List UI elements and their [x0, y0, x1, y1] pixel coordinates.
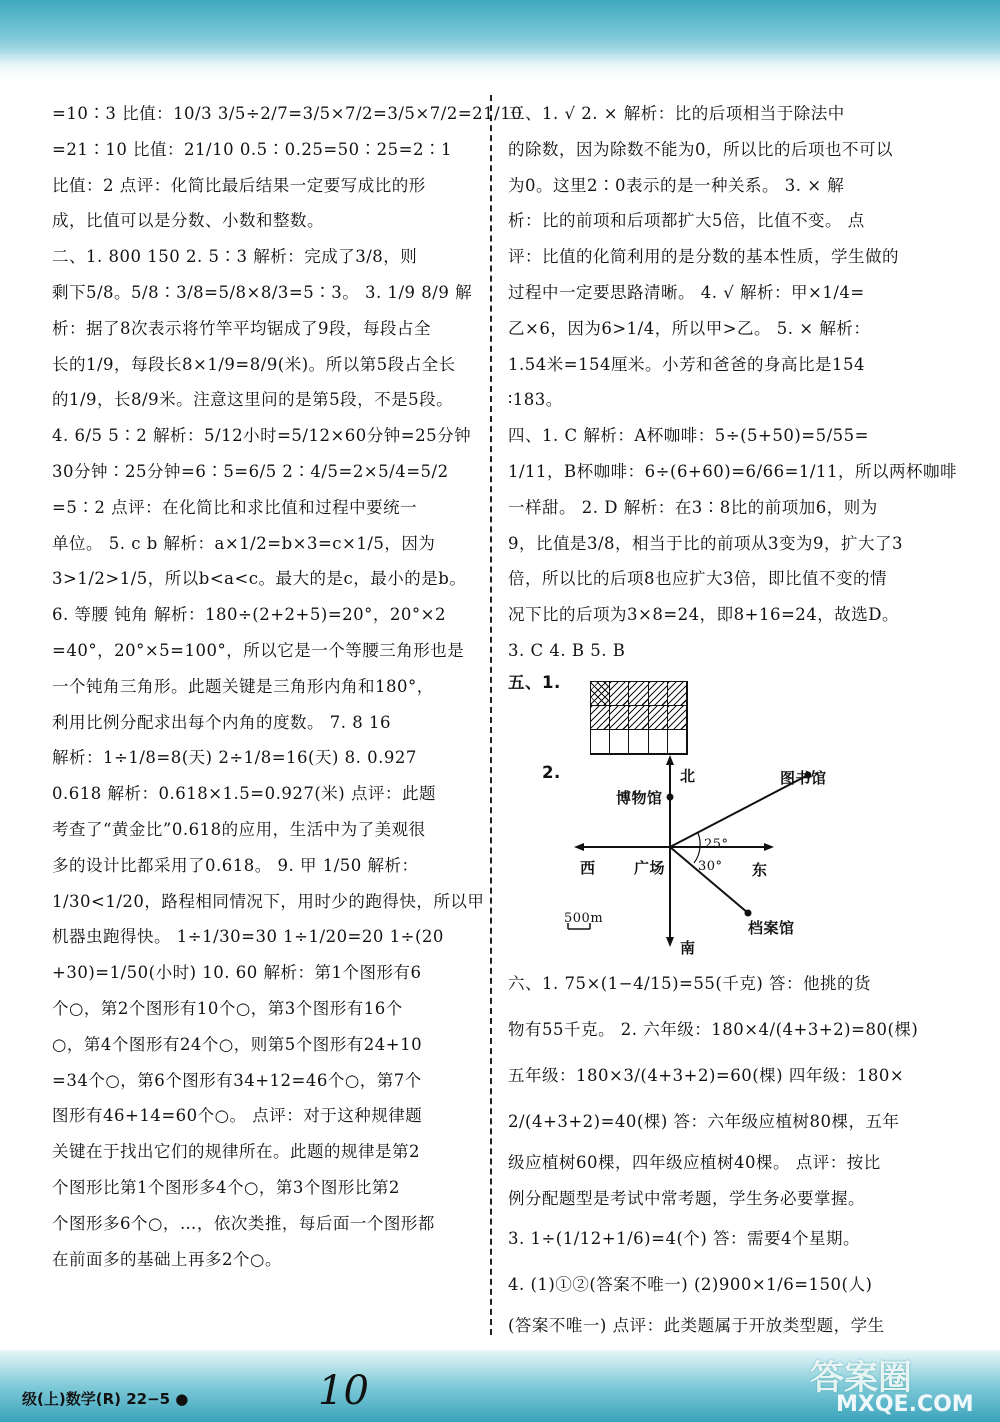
text-line: ∶183。 — [508, 390, 563, 410]
text-line: 二、1. 800 150 2. 5∶3 解析：完成了3/8，则 — [52, 247, 418, 267]
text-line: 级应植树60棵，四年级应植树40棵。 点评：按比 — [508, 1152, 881, 1172]
map-item-label: 2. — [542, 762, 561, 782]
text-line: 一样甜。 2. D 解析：在3∶8比的前项加6，则为 — [508, 497, 878, 517]
top-decorative-band — [0, 0, 1000, 82]
text-line: 三、1. √ 2. × 解析：比的后项相当于除法中 — [508, 104, 845, 123]
text-line: 析：据了8次表示将竹竿平均锯成了9段，每段占全 — [52, 318, 431, 338]
handwritten-page-number: 10 — [318, 1368, 369, 1414]
text-line: 3. C 4. B 5. B — [508, 640, 626, 660]
map-east-label: 东 — [752, 860, 768, 879]
text-line: 3. 1÷(1/12+1/6)=4(个) 答：需要4个星期。 — [508, 1229, 861, 1249]
watermark-logo: 答案圈 — [810, 1358, 912, 1398]
shaded-grid — [590, 681, 688, 755]
text-line: 物有55千克。 2. 六年级：180×4/(4+3+2)=80(棵) — [508, 1019, 919, 1039]
text-line: =34个○，第6个图形有34+12=46个○，第7个 — [52, 1070, 422, 1090]
text-line: 一个钝角三角形。此题关键是三角形内角和180°， — [52, 676, 434, 696]
text-line: 况下比的后项为3×8=24，即8+16=24，故选D。 — [508, 605, 900, 625]
text-line: 考查了“黄金比”0.618的应用，生活中为了美观很 — [52, 819, 426, 839]
text-line: (答案不唯一) 点评：此类题属于开放类型题，学生 — [508, 1316, 885, 1336]
text-line: 利用比例分配求出每个内角的度数。 7. 8 16 — [52, 712, 391, 732]
text-line: 剩下5/8。5/8∶3/8=5/8×8/3=5∶3。 3. 1/9 8/9 解 — [52, 282, 473, 302]
text-line: 机器虫跑得快。 1÷1/30=30 1÷1/20=20 1÷(20 — [52, 927, 444, 947]
text-line: 评：比值的化简利用的是分数的基本性质，学生做的 — [508, 247, 899, 267]
map-center-label: 广场 — [634, 858, 666, 877]
text-line: 乙×6，因为6>1/4，所以甲>乙。 5. × 解析： — [508, 318, 871, 338]
text-line: 长的1/9，每段长8×1/9=8/9(米)。所以第5段占全长 — [52, 354, 456, 374]
text-line: 例分配题型是考试中常考题，学生务必要掌握。 — [508, 1188, 865, 1208]
map-museum-label: 博物馆 — [616, 788, 663, 807]
text-line: 析：比的前项和后项都扩大5倍，比值不变。 点 — [508, 211, 865, 231]
left-column — [52, 96, 523, 1277]
text-line: =21∶10 比值：21/10 0.5∶0.25=50∶25=2∶1 — [52, 139, 452, 159]
text-line: 六、1. 75×(1−4/15)=55(千克) 答：他挑的货 — [508, 973, 871, 993]
map-west-label: 西 — [580, 858, 596, 877]
text-line: 1.54米=154厘米。小芳和爸爸的身高比是154 — [508, 354, 866, 374]
text-line: 倍，所以比的后项8也应扩大3倍，即比值不变的情 — [508, 569, 887, 589]
text-line: 3>1/2>1/5，所以b<a<c。最大的是c，最小的是b。 — [52, 569, 467, 589]
text-line: 五年级：180×3/(4+3+2)=60(棵) 四年级：180× — [508, 1065, 905, 1085]
text-line: +30)=1/50(小时) 10. 60 解析：第1个图形有6 — [52, 963, 422, 983]
map-angle-30-label: 30° — [698, 858, 723, 874]
fraction-grid-figure — [508, 669, 930, 755]
text-line: =5∶2 点评：在化简比和求比值和过程中要统一 — [52, 497, 418, 517]
map-archive-label: 档案馆 — [748, 918, 795, 937]
text-line: 6. 等腰 钝角 解析：180÷(2+2+5)=20°，20°×2 — [52, 605, 446, 625]
direction-map-figure — [508, 755, 930, 961]
map-scale-label: 500m — [564, 910, 604, 926]
map-south-label: 南 — [680, 938, 696, 957]
text-line: 2/(4+3+2)=40(棵) 答：六年级应植树80棵，五年 — [508, 1111, 900, 1131]
text-line: =10∶3 比值：10/3 3/5÷2/7=3/5×7/2=3/5×7/2=21/10 — [52, 104, 523, 123]
text-line: 9，比值是3/8，相当于比的前项从3变为9，扩大了3 — [508, 533, 904, 553]
text-line: 4. (1)①②(答案不唯一) (2)900×1/6=150(人) — [508, 1275, 873, 1295]
text-line: ○，第4个图形有24个○，则第5个图形有24+10 — [52, 1034, 423, 1054]
text-line: 成，比值可以是分数、小数和整数。 — [52, 211, 324, 231]
text-line: 的除数，因为除数不能为0，所以比的后项也不可以 — [508, 139, 893, 159]
map-angle-25-label: 25° — [704, 836, 729, 852]
text-line: 1/11，B杯咖啡：6÷(6+60)=6/66=1/11，所以两杯咖啡 — [508, 461, 957, 481]
text-line: 解析：1÷1/8=8(天) 2÷1/8=16(天) 8. 0.927 — [52, 748, 417, 768]
text-line: 过程中一定要思路清晰。 4. √ 解析：甲×1/4= — [508, 282, 865, 302]
text-line: 0.618 解析：0.618×1.5=0.927(米) 点评：此题 — [52, 784, 436, 804]
text-line: 在前面多的基础上再多2个○。 — [52, 1249, 282, 1269]
text-line: 为0。这里2∶0表示的是一种关系。 3. × 解 — [508, 175, 845, 195]
text-line: 多的设计比都采用了0.618。 9. 甲 1/50 解析： — [52, 855, 419, 875]
text-line: 1/30<1/20，路程相同情况下，用时少的跑得快，所以甲 — [52, 891, 485, 911]
text-line: 图形有46+14=60个○。 点评：对于这种规律题 — [52, 1106, 423, 1126]
text-line: 比值：2 点评：化简比最后结果一定要写成比的形 — [52, 175, 426, 195]
text-line: 4. 6/5 5∶2 解析：5/12小时=5/12×60分钟=25分钟 — [52, 426, 472, 446]
map-library-label: 图书馆 — [780, 768, 827, 787]
text-line: 30分钟∶25分钟=6∶5=6/5 2∶4/5=2×5/4=5/2 — [52, 461, 449, 481]
text-line: 个○，第2个图形有10个○，第3个图形有16个 — [52, 998, 403, 1018]
text-line: 个图形多6个○，…，依次类推，每后面一个图形都 — [52, 1213, 435, 1233]
book-footer-label: 级(上)数学(R) 22−5 ● — [22, 1390, 189, 1408]
text-line: =40°，20°×5=100°，所以它是一个等腰三角形也是 — [52, 640, 465, 660]
text-line: 四、1. C 解析：A杯咖啡：5÷(5+50)=5/55= — [508, 426, 869, 446]
map-north-label: 北 — [680, 766, 696, 785]
text-line: 关键在于找出它们的规律所在。此题的规律是第2 — [52, 1142, 420, 1162]
section5-label: 五、1. — [508, 672, 561, 692]
text-line: 的1/9，长8/9米。注意这里问的是第5段，不是5段。 — [52, 390, 454, 410]
right-column — [508, 96, 957, 1380]
text-line: 个图形比第1个图形多4个○，第3个图形比第2 — [52, 1177, 400, 1197]
text-line: 单位。 5. c b 解析：a×1/2=b×3=c×1/5，因为 — [52, 533, 436, 553]
column-divider — [490, 95, 492, 1335]
watermark-url: MXQE.COM — [836, 1392, 974, 1417]
